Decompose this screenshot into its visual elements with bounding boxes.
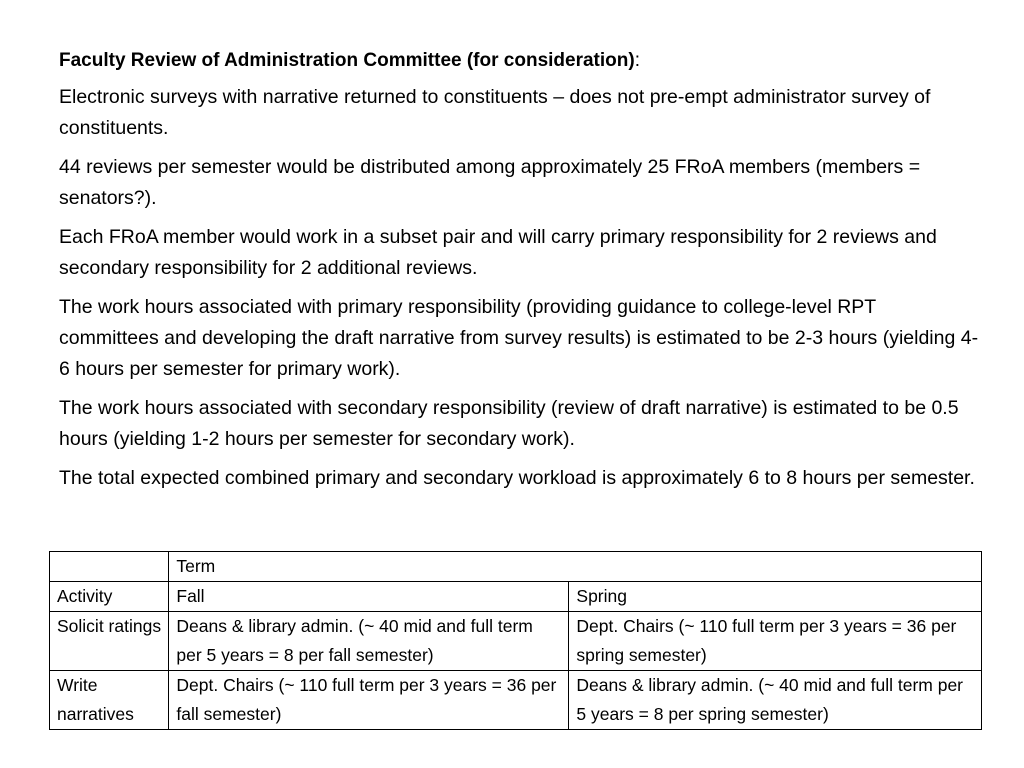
fall-cell: Dept. Chairs (~ 110 full term per 3 years = 36 per fall semester)	[169, 671, 569, 730]
table-corner-cell	[50, 552, 169, 582]
paragraph-total-workload: The total expected combined primary and secondary workload is approximately 6 to 8 hours per semester.	[59, 467, 975, 489]
heading-colon: :	[634, 50, 640, 71]
paragraph-primary-hours: The work hours associated with primary responsibility (providing guidance to college-level RPT committees and developing the draft narrative from survey results) is estimated to be 2-3 hours (yielding 4-6 hours per semester for primary work).	[59, 296, 979, 380]
fall-cell: Deans & library admin. (~ 40 mid and full term per 5 years = 8 per fall semester)	[169, 612, 569, 671]
term-header: Term	[169, 552, 982, 582]
table-row	[50, 612, 982, 671]
spring-cell: Deans & library admin. (~ 40 mid and full term per 5 years = 8 per spring semester)	[569, 671, 982, 730]
text-block	[59, 46, 979, 502]
slide-heading	[59, 46, 979, 76]
table-group-header-row	[50, 552, 982, 582]
table-header-row	[50, 582, 982, 612]
paragraph-member-responsibility: Each FRoA member would work in a subset pair and will carry primary responsibility for 2 reviews and secondary responsibility for 2 additional reviews.	[59, 226, 937, 279]
spring-cell: Dept. Chairs (~ 110 full term per 3 years = 36 per spring semester)	[569, 612, 982, 671]
paragraph-surveys: Electronic surveys with narrative returned to constituents – does not pre-empt administrator survey of constituents.	[59, 86, 931, 139]
paragraph-review-count: 44 reviews per semester would be distributed among approximately 25 FRoA members (members = senators?).	[59, 156, 921, 209]
activity-cell: Solicit ratings	[50, 612, 169, 671]
paragraph-secondary-hours: The work hours associated with secondary responsibility (review of draft narrative) is estimated to be 0.5 hours (yielding 1-2 hours per semester for secondary work).	[59, 397, 959, 450]
spring-header: Spring	[569, 582, 982, 612]
activity-cell: Write narratives	[50, 671, 169, 730]
activity-header: Activity	[50, 582, 169, 612]
term-table	[49, 551, 982, 730]
fall-header: Fall	[169, 582, 569, 612]
heading-title: Faculty Review of Administration Committee (for consideration)	[59, 50, 635, 71]
table-row	[50, 671, 982, 730]
